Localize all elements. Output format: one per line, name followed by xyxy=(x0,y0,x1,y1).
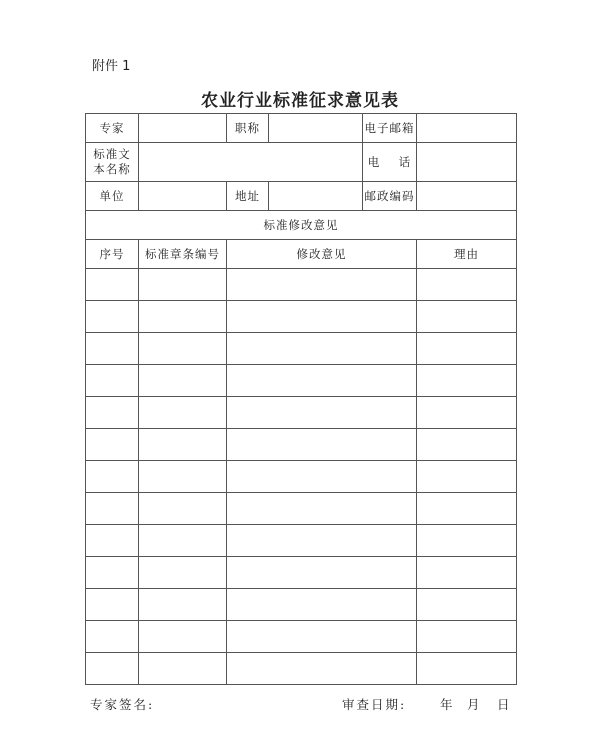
table-row xyxy=(86,525,517,557)
no-cell[interactable] xyxy=(86,269,139,301)
year-label: 年 xyxy=(440,697,455,712)
postcode-label: 邮政编码 xyxy=(363,182,417,211)
reason-cell[interactable] xyxy=(417,301,517,333)
reason-cell[interactable] xyxy=(417,525,517,557)
clause-cell[interactable] xyxy=(139,365,227,397)
position-field[interactable] xyxy=(269,114,363,143)
table-row xyxy=(86,589,517,621)
reason-cell[interactable] xyxy=(417,653,517,685)
expert-label: 专家 xyxy=(86,114,139,143)
attachment-label: 附件 1 xyxy=(92,59,131,74)
opinion-cell[interactable] xyxy=(227,589,417,621)
no-cell[interactable] xyxy=(86,557,139,589)
position-label: 职称 xyxy=(227,114,269,143)
col-clause-header: 标准章条编号 xyxy=(139,240,227,269)
no-cell[interactable] xyxy=(86,621,139,653)
table-row xyxy=(86,653,517,685)
opinion-cell[interactable] xyxy=(227,301,417,333)
clause-cell[interactable] xyxy=(139,333,227,365)
clause-cell[interactable] xyxy=(139,621,227,653)
table-row xyxy=(86,333,517,365)
table-row xyxy=(86,301,517,333)
clause-cell[interactable] xyxy=(139,301,227,333)
standard-name-label xyxy=(86,143,139,182)
col-reason-header: 理由 xyxy=(417,240,517,269)
opinion-cell[interactable] xyxy=(227,397,417,429)
table-row xyxy=(86,397,517,429)
opinion-cell[interactable] xyxy=(227,621,417,653)
reason-cell[interactable] xyxy=(417,365,517,397)
opinion-cell[interactable] xyxy=(227,269,417,301)
review-date-label: 审查日期: xyxy=(342,697,407,712)
expert-row xyxy=(86,114,517,143)
section-header: 标准修改意见 xyxy=(86,211,517,240)
expert-field[interactable] xyxy=(139,114,227,143)
postcode-field[interactable] xyxy=(417,182,517,211)
clause-cell[interactable] xyxy=(139,269,227,301)
clause-cell[interactable] xyxy=(139,589,227,621)
no-cell[interactable] xyxy=(86,301,139,333)
opinion-cell[interactable] xyxy=(227,493,417,525)
reason-cell[interactable] xyxy=(417,493,517,525)
no-cell[interactable] xyxy=(86,397,139,429)
no-cell[interactable] xyxy=(86,493,139,525)
phone-label: 电 话 xyxy=(363,143,417,182)
address-field[interactable] xyxy=(269,182,363,211)
opinion-cell[interactable] xyxy=(227,365,417,397)
clause-cell[interactable] xyxy=(139,397,227,429)
no-cell[interactable] xyxy=(86,333,139,365)
reason-cell[interactable] xyxy=(417,333,517,365)
table-row xyxy=(86,557,517,589)
reason-cell[interactable] xyxy=(417,429,517,461)
opinion-form-table xyxy=(85,113,517,685)
col-no-header: 序号 xyxy=(86,240,139,269)
unit-row xyxy=(86,182,517,211)
clause-cell[interactable] xyxy=(139,461,227,493)
table-row xyxy=(86,429,517,461)
address-label: 地址 xyxy=(227,182,269,211)
opinion-cell[interactable] xyxy=(227,557,417,589)
reason-cell[interactable] xyxy=(417,557,517,589)
standard-name-row xyxy=(86,143,517,182)
table-row xyxy=(86,461,517,493)
reason-cell[interactable] xyxy=(417,461,517,493)
phone-field[interactable] xyxy=(417,143,517,182)
table-row xyxy=(86,493,517,525)
opinion-rows xyxy=(86,269,517,685)
standard-name-field[interactable] xyxy=(139,143,363,182)
clause-cell[interactable] xyxy=(139,493,227,525)
no-cell[interactable] xyxy=(86,365,139,397)
no-cell[interactable] xyxy=(86,653,139,685)
clause-cell[interactable] xyxy=(139,557,227,589)
no-cell[interactable] xyxy=(86,589,139,621)
day-label: 日 xyxy=(497,697,512,712)
signature-label: 专家签名: xyxy=(90,697,155,712)
form-title: 农业行业标准征求意见表 xyxy=(201,91,399,111)
unit-label: 单位 xyxy=(86,182,139,211)
table-row xyxy=(86,621,517,653)
unit-field[interactable] xyxy=(139,182,227,211)
email-label: 电子邮箱 xyxy=(363,114,417,143)
table-row xyxy=(86,269,517,301)
opinion-cell[interactable] xyxy=(227,429,417,461)
no-cell[interactable] xyxy=(86,429,139,461)
section-header-row xyxy=(86,211,517,240)
clause-cell[interactable] xyxy=(139,525,227,557)
table-row xyxy=(86,365,517,397)
standard-name-label-line1: 标准文 xyxy=(93,147,131,161)
opinion-cell[interactable] xyxy=(227,653,417,685)
reason-cell[interactable] xyxy=(417,269,517,301)
clause-cell[interactable] xyxy=(139,429,227,461)
clause-cell[interactable] xyxy=(139,653,227,685)
reason-cell[interactable] xyxy=(417,589,517,621)
col-opinion-header: 修改意见 xyxy=(227,240,417,269)
opinion-cell[interactable] xyxy=(227,333,417,365)
email-field[interactable] xyxy=(417,114,517,143)
month-label: 月 xyxy=(467,697,482,712)
column-header-row xyxy=(86,240,517,269)
no-cell[interactable] xyxy=(86,461,139,493)
standard-name-label-line2: 本名称 xyxy=(93,162,131,176)
no-cell[interactable] xyxy=(86,525,139,557)
reason-cell[interactable] xyxy=(417,397,517,429)
reason-cell[interactable] xyxy=(417,621,517,653)
opinion-cell[interactable] xyxy=(227,525,417,557)
opinion-cell[interactable] xyxy=(227,461,417,493)
